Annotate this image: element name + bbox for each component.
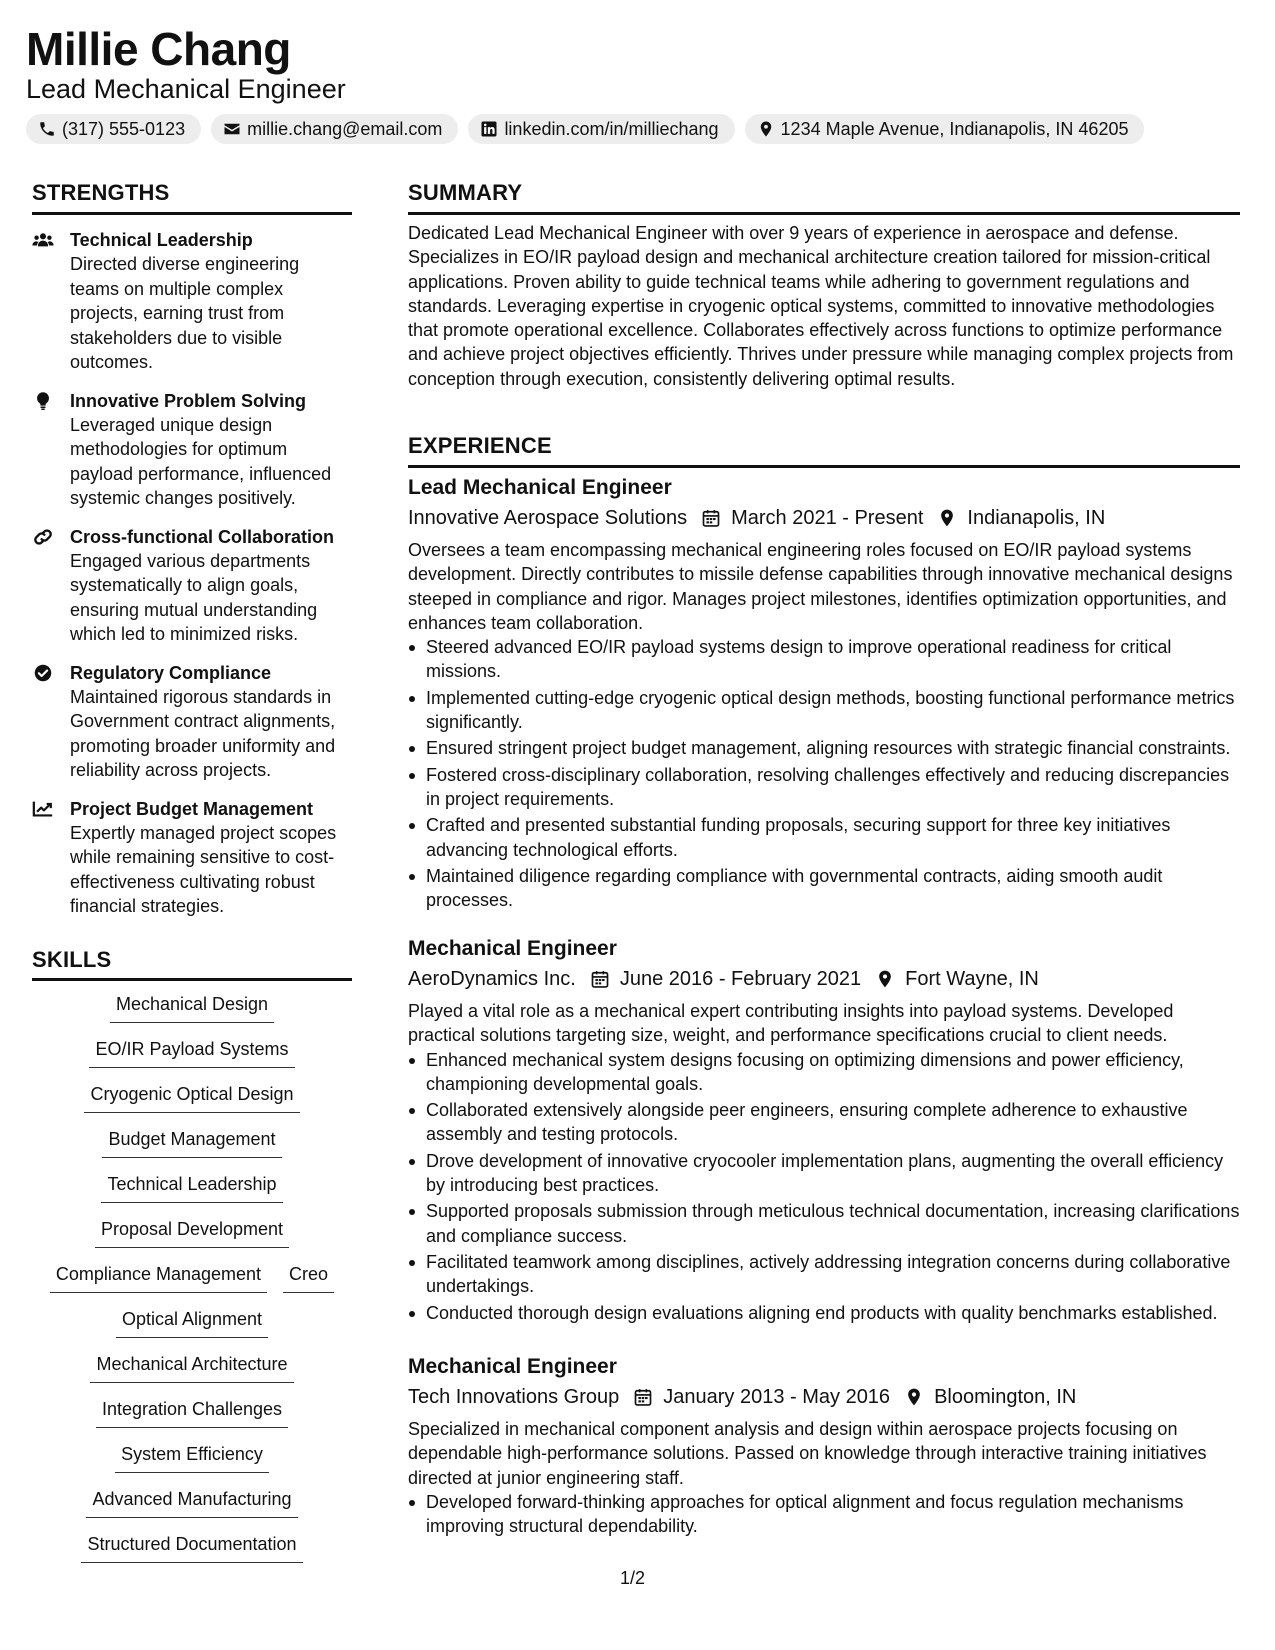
- job-bullets: [408, 1048, 1240, 1325]
- strength-title: Regulatory Compliance: [70, 662, 272, 683]
- job-bullet: Facilitated teamwork among disciplines, actively addressing integration concerns during collaborative undertakings.: [408, 1250, 1240, 1299]
- strength-title: Cross-functional Collaboration: [70, 526, 335, 547]
- job-description: Played a vital role as a mechanical expert contributing insights into payload systems. Developed practical solutions targeting size, weight, and performance specifications crucial to client needs.: [408, 1001, 1174, 1046]
- job-entry: [408, 1353, 1240, 1540]
- job-title: Mechanical Engineer: [408, 1355, 617, 1378]
- phone-contact[interactable]: [26, 114, 201, 144]
- job-bullets: [408, 635, 1240, 912]
- job-title: Lead Mechanical Engineer: [408, 476, 672, 499]
- users-icon: [32, 230, 54, 250]
- envelope-icon: [223, 120, 241, 138]
- job-bullet: Collaborated extensively alongside peer engineers, ensuring complete adherence to exhaustive assembly and testing protocols.: [408, 1098, 1240, 1147]
- linkedin-contact[interactable]: [468, 114, 734, 144]
- job-meta: [408, 965, 1240, 993]
- job-dates: March 2021 - Present: [731, 507, 924, 529]
- chart-line-icon: [32, 799, 54, 819]
- summary-rule: [408, 212, 1240, 215]
- skill-tag: Proposal Development: [95, 1217, 289, 1248]
- job-company: AeroDynamics Inc.: [408, 968, 576, 990]
- email-contact[interactable]: [211, 114, 458, 144]
- skill-tag: Cryogenic Optical Design: [84, 1082, 299, 1113]
- skill-tag: Mechanical Design: [110, 992, 274, 1023]
- map-pin-icon: [904, 1387, 924, 1407]
- skill-tag: Optical Alignment: [116, 1307, 268, 1338]
- job-meta: [408, 504, 1240, 532]
- job-location: Fort Wayne, IN: [905, 968, 1039, 990]
- job-description: Oversees a team encompassing mechanical engineering roles focused on EO/IR payload systems development. Directly contributes to missile defense capabilities through innovative mechanical designs steeped in compliance and rigor. Manages project milestones, identifies optimization opportunities, and enhances team collaboration.: [408, 540, 1233, 633]
- page-number: 1/2: [620, 1568, 646, 1588]
- job-bullet: Drove development of innovative cryocooler implementation plans, augmenting the overall efficiency by introducing best practices.: [408, 1149, 1240, 1198]
- summary-heading: SUMMARY: [408, 180, 523, 205]
- job-location: Indianapolis, IN: [967, 507, 1106, 529]
- strength-desc: Expertly managed project scopes while remaining sensitive to cost-effectiveness cultivating robust financial strategies.: [70, 822, 337, 916]
- address-contact[interactable]: [745, 114, 1145, 144]
- strength-desc: Leveraged unique design methodologies for optimum payload performance, influenced systemic changes positively.: [70, 414, 332, 508]
- linkedin-text: linkedin.com/in/milliechang: [504, 118, 719, 139]
- job-bullet: Enhanced mechanical system designs focusing on optimizing dimensions and power efficiency, championing developmental goals.: [408, 1048, 1240, 1097]
- job-entry: [408, 474, 1240, 914]
- strength-title: Technical Leadership: [70, 230, 253, 250]
- skills-list: [32, 992, 352, 1577]
- strength-desc: Engaged various departments systematically to align goals, ensuring mutual understanding which led to minimized risks.: [70, 550, 318, 644]
- strengths-list: [32, 228, 352, 933]
- strength-desc: Maintained rigorous standards in Government contract alignments, promoting broader uniformity and reliability across projects.: [70, 686, 336, 780]
- calendar-icon: [590, 969, 610, 989]
- phone-text: (317) 555-0123: [62, 118, 186, 139]
- skill-tag: EO/IR Payload Systems: [89, 1037, 294, 1068]
- job-dates: January 2013 - May 2016: [663, 1386, 891, 1408]
- job-bullet: Implemented cutting-edge cryogenic optical design methods, boosting functional performance metrics significantly.: [408, 686, 1240, 735]
- job-bullet: Maintained diligence regarding compliance with governmental contracts, aiding smooth audit processes.: [408, 864, 1240, 913]
- job-bullet: Crafted and presented substantial funding proposals, securing support for three key initiatives advancing technological efforts.: [408, 813, 1240, 862]
- calendar-icon: [633, 1387, 653, 1407]
- job-title: Mechanical Engineer: [408, 937, 617, 960]
- email-text: millie.chang@email.com: [247, 118, 443, 139]
- phone-icon: [38, 120, 56, 138]
- calendar-icon: [701, 508, 721, 528]
- map-pin-icon: [937, 508, 957, 528]
- job-bullet: Supported proposals submission through meticulous technical documentation, increasing clarifications and compliance success.: [408, 1199, 1240, 1248]
- strength-item: [32, 228, 352, 375]
- skill-tag: System Efficiency: [115, 1442, 269, 1473]
- strength-item: [32, 389, 352, 511]
- skills-heading: SKILLS: [32, 947, 112, 972]
- strength-title: Project Budget Management: [70, 798, 314, 819]
- skill-tag: Structured Documentation: [81, 1532, 302, 1563]
- strength-item: [32, 797, 352, 919]
- skill-tag: Mechanical Architecture: [90, 1352, 293, 1383]
- strength-desc: Directed diverse engineering teams on multiple complex projects, earning trust from stakeholders due to visible outcomes.: [70, 254, 300, 372]
- job-bullet: Developed forward-thinking approaches for optical alignment and focus regulation mechanisms improving structural dependability.: [408, 1490, 1240, 1539]
- strength-item: [32, 661, 352, 783]
- candidate-name: Millie Chang: [26, 23, 291, 75]
- job-bullets: [408, 1490, 1240, 1539]
- strength-title: Innovative Problem Solving: [70, 390, 307, 411]
- strengths-heading: STRENGTHS: [32, 180, 170, 205]
- skills-rule: [32, 978, 352, 981]
- skill-tag: Creo: [283, 1262, 334, 1293]
- job-company: Tech Innovations Group: [408, 1386, 620, 1408]
- summary-text: Dedicated Lead Mechanical Engineer with over 9 years of experience in aerospace and defense. Specializes in EO/IR payload design and mechanical architecture creation tailored for mission-critical applications. Proven ability to guide technical teams while adhering to government regulations and standards. Leveraging expertise in cryogenic optical systems, committed to innovative methodologies that promote operational excellence. Collaborates effectively across functions to optimize performance and achieve project objectives efficiently. Thrives under pressure while managing complex projects from conception through execution, consistently delivering optimal results.: [408, 223, 1234, 389]
- skill-tag: Budget Management: [102, 1127, 281, 1158]
- map-pin-icon: [757, 120, 775, 138]
- candidate-title: Lead Mechanical Engineer: [26, 74, 346, 104]
- lightbulb-icon: [32, 391, 54, 411]
- skill-tag: Technical Leadership: [101, 1172, 282, 1203]
- linkedin-icon: [480, 120, 498, 138]
- experience-rule: [408, 465, 1240, 468]
- job-location: Bloomington, IN: [934, 1386, 1077, 1408]
- job-bullet: Fostered cross-disciplinary collaboration, resolving challenges effectively and reducing discrepancies in project requirements.: [408, 763, 1240, 812]
- job-bullet: Conducted thorough design evaluations aligning end products with quality benchmarks established.: [408, 1301, 1240, 1325]
- address-text: 1234 Maple Avenue, Indianapolis, IN 46205: [780, 118, 1129, 139]
- job-company: Innovative Aerospace Solutions: [408, 507, 688, 529]
- job-bullet: Ensured stringent project budget management, aligning resources with strategic financial constraints.: [408, 736, 1240, 760]
- map-pin-icon: [875, 969, 895, 989]
- skill-tag: Compliance Management: [50, 1262, 267, 1293]
- job-bullet: Steered advanced EO/IR payload systems design to improve operational readiness for critical missions.: [408, 635, 1240, 684]
- skill-tag: Advanced Manufacturing: [86, 1487, 297, 1518]
- job-meta: [408, 1383, 1240, 1411]
- job-entry: [408, 935, 1240, 1327]
- contact-bar: [26, 114, 1144, 144]
- experience-heading: EXPERIENCE: [408, 433, 552, 458]
- job-description: Specialized in mechanical component analysis and design within aerospace projects focusing on dependable high-performance solutions. Passed on knowledge through interactive training initiatives directed at junior engineering staff.: [408, 1419, 1207, 1488]
- strengths-rule: [32, 212, 352, 215]
- link-icon: [32, 527, 54, 547]
- check-circle-icon: [32, 663, 54, 683]
- strength-item: [32, 525, 352, 647]
- skill-tag: Integration Challenges: [96, 1397, 288, 1428]
- job-dates: June 2016 - February 2021: [619, 968, 862, 990]
